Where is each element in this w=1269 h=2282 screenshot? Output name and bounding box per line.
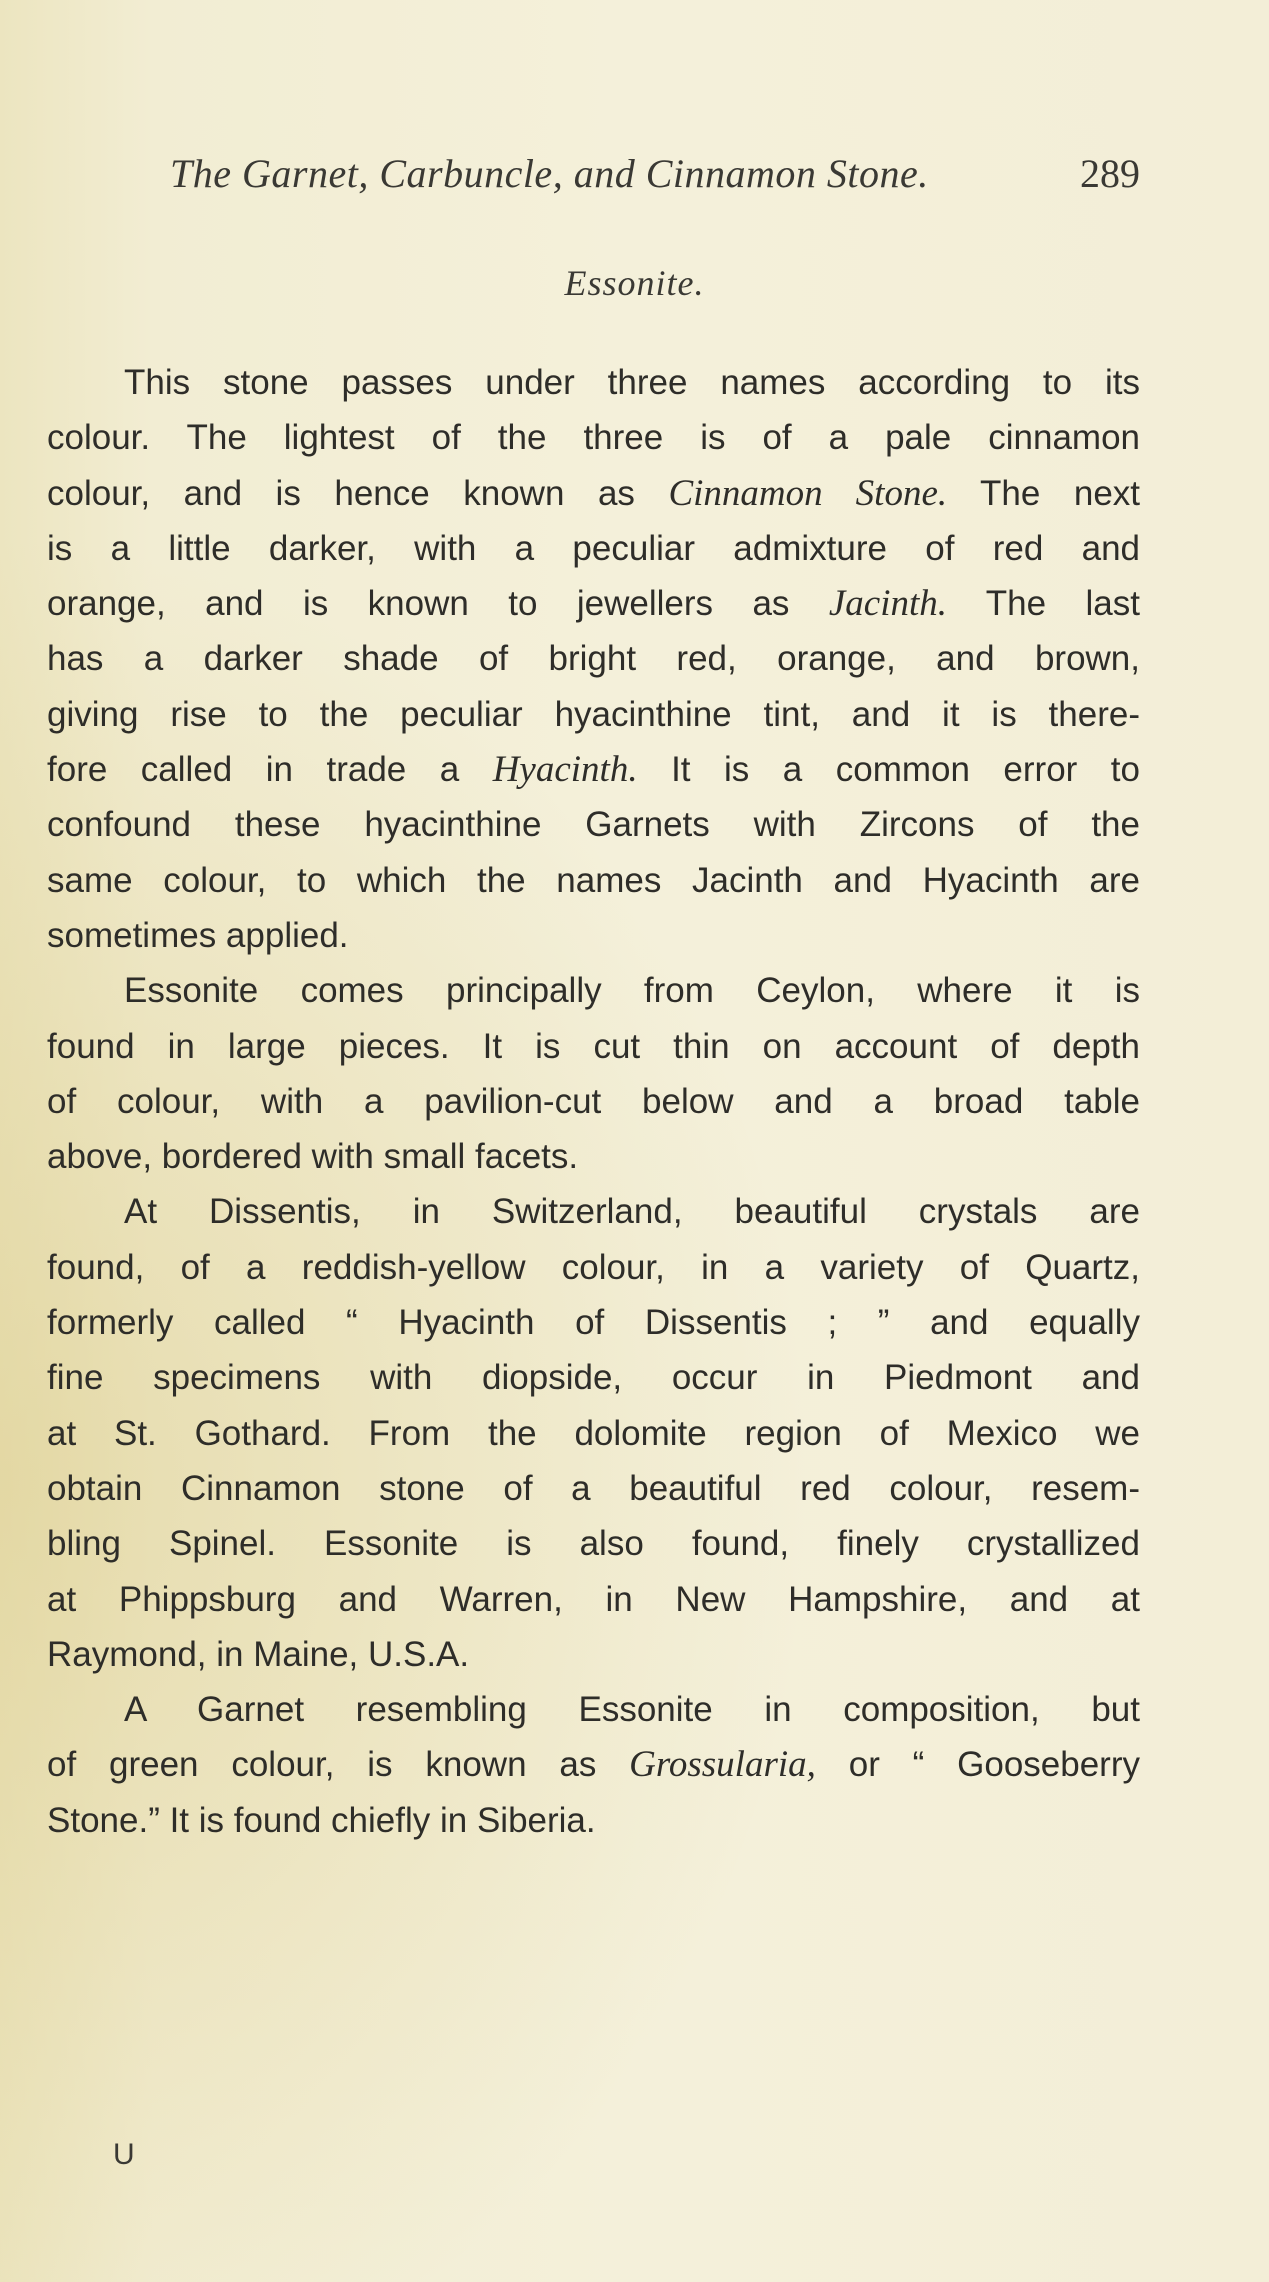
italic-term: Cinnamon Stone. xyxy=(668,472,948,514)
text-line: A Garnet resembling Essonite in composition, but xyxy=(124,1690,1140,1730)
text-line: bling Spinel. Essonite is also found, finely crystallized xyxy=(47,1524,1140,1564)
running-header xyxy=(170,150,1140,210)
italic-term: Hyacinth. xyxy=(492,749,638,791)
text-line: giving rise to the peculiar hyacinthine tint, and it is there- xyxy=(47,694,1140,734)
text-line: same colour, to which the names Jacinth and Hyacinth are xyxy=(47,860,1140,900)
text-line: confound these hyacinthine Garnets with Zircons of the xyxy=(47,805,1140,845)
text-line: fore called in trade a Hyacinth. It is a common error to xyxy=(47,749,1140,791)
text-line: colour. The lightest of the three is of a pale cinnamon xyxy=(47,418,1140,458)
text-line: of colour, with a pavilion-cut below and a broad table xyxy=(47,1081,1140,1121)
running-title: The Garnet, Carbuncle, and Cinnamon Stone. xyxy=(170,151,929,196)
text-line: above, bordered with small facets. xyxy=(47,1137,579,1177)
text-line: at St. Gothard. From the dolomite region of Mexico we xyxy=(47,1413,1140,1453)
text-line: has a darker shade of bright red, orange, and brown, xyxy=(47,639,1140,679)
text-line: found in large pieces. It is cut thin on account of depth xyxy=(47,1026,1140,1066)
page-number: 289 xyxy=(1080,151,1140,196)
text-line: found, of a reddish-yellow colour, in a variety of Quartz, xyxy=(47,1247,1140,1287)
text-line: Raymond, in Maine, U.S.A. xyxy=(47,1634,470,1674)
section-title: Essonite. xyxy=(564,263,705,303)
text-line: formerly called “ Hyacinth of Dissentis ; ” and equally xyxy=(47,1303,1140,1343)
text-line: of green colour, is known as Grossularia, or “ Gooseberry xyxy=(47,1744,1140,1786)
text-line: at Phippsburg and Warren, in New Hampshire, and at xyxy=(47,1579,1140,1619)
text-line: obtain Cinnamon stone of a beautiful red colour, resem- xyxy=(47,1468,1140,1508)
text-line: This stone passes under three names according to its xyxy=(124,363,1140,402)
text-line: Stone.” It is found chiefly in Siberia. xyxy=(47,1800,596,1840)
signature-mark: U xyxy=(113,2138,135,2171)
text-line: sometimes applied. xyxy=(47,915,349,955)
body-text xyxy=(47,355,1140,1848)
text-line: fine specimens with diopside, occur in Piedmont and xyxy=(47,1358,1140,1398)
text-line: At Dissentis, in Switzerland, beautiful crystals are xyxy=(124,1192,1140,1232)
italic-term: Jacinth. xyxy=(828,583,947,625)
text-line: Essonite comes principally from Ceylon, where it is xyxy=(124,971,1140,1011)
text-line: is a little darker, with a peculiar admixture of red and xyxy=(47,528,1140,568)
text-line: orange, and is known to jewellers as Jacinth. The last xyxy=(47,583,1140,625)
italic-term: Grossularia, xyxy=(629,1744,816,1786)
text-line: colour, and is hence known as Cinnamon Stone. The next xyxy=(47,472,1141,514)
